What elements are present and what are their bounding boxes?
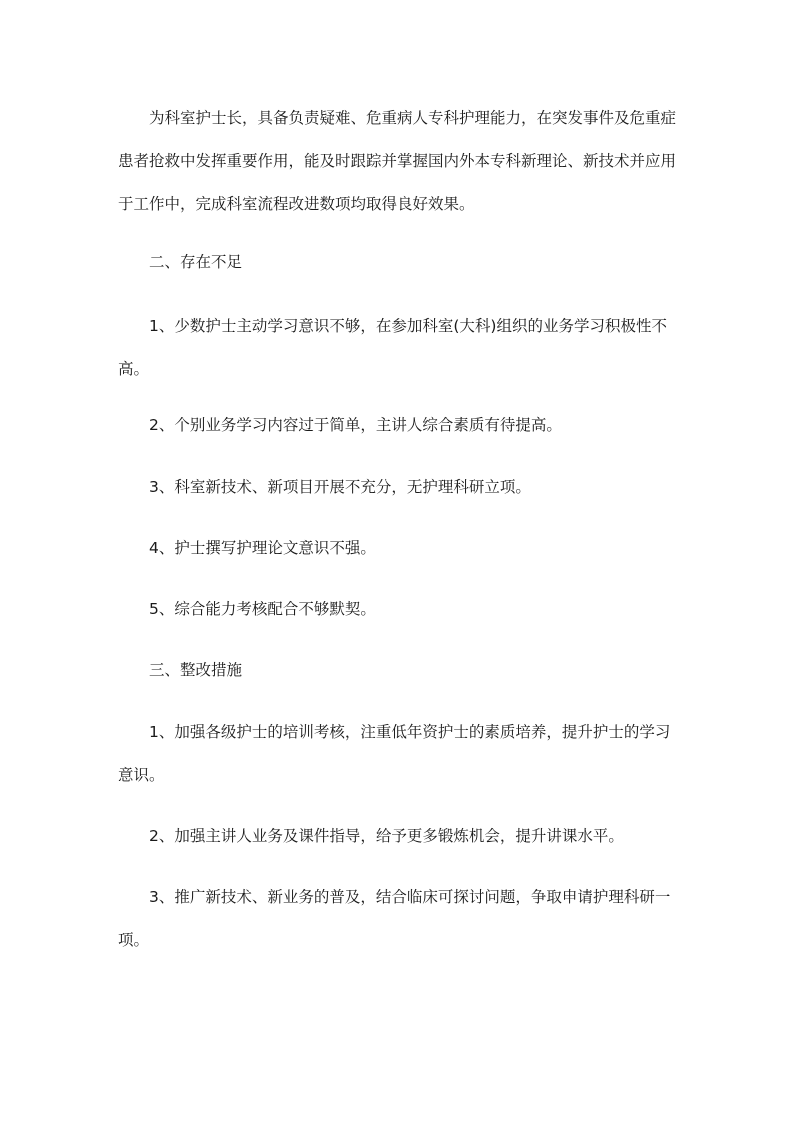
section-three-item-1: 1、加强各级护士的培训考核，注重低年资护士的素质培养，提升护士的学习意识。 [118,723,671,784]
section-three-item-3: 3、推广新技术、新业务的普及，结合临床可探讨问题，争取申请护理科研一项。 [118,888,671,949]
section-two-heading: 二、存在不足 [149,253,243,271]
section-three-item-2: 2、加强主讲人业务及课件指导，给予更多锻炼机会，提升讲课水平。 [149,827,624,845]
intro-paragraph: 为科室护士长，具备负责疑难、危重病人专科护理能力，在突发事件及危重症患者抢救中发挥重要作用，能及时跟踪并掌握国内外本专科新理论、新技术并应用于工作中，完成科室流程改进数项均取得良好效果。 [118,109,677,213]
section-two-item-3: 3、科室新技术、新项目开展不充分，无护理科研立项。 [149,478,531,496]
section-three-heading: 三、整改措施 [149,661,243,679]
section-two-item-4: 4、护士撰写护理论文意识不强。 [149,539,376,557]
section-two-item-5: 5、综合能力考核配合不够默契。 [149,600,376,618]
section-two-item-1: 1、少数护士主动学习意识不够，在参加科室(大科)组织的业务学习积极性不高。 [118,317,667,378]
section-two-item-2: 2、个别业务学习内容过于简单，主讲人综合素质有待提高。 [149,416,562,434]
